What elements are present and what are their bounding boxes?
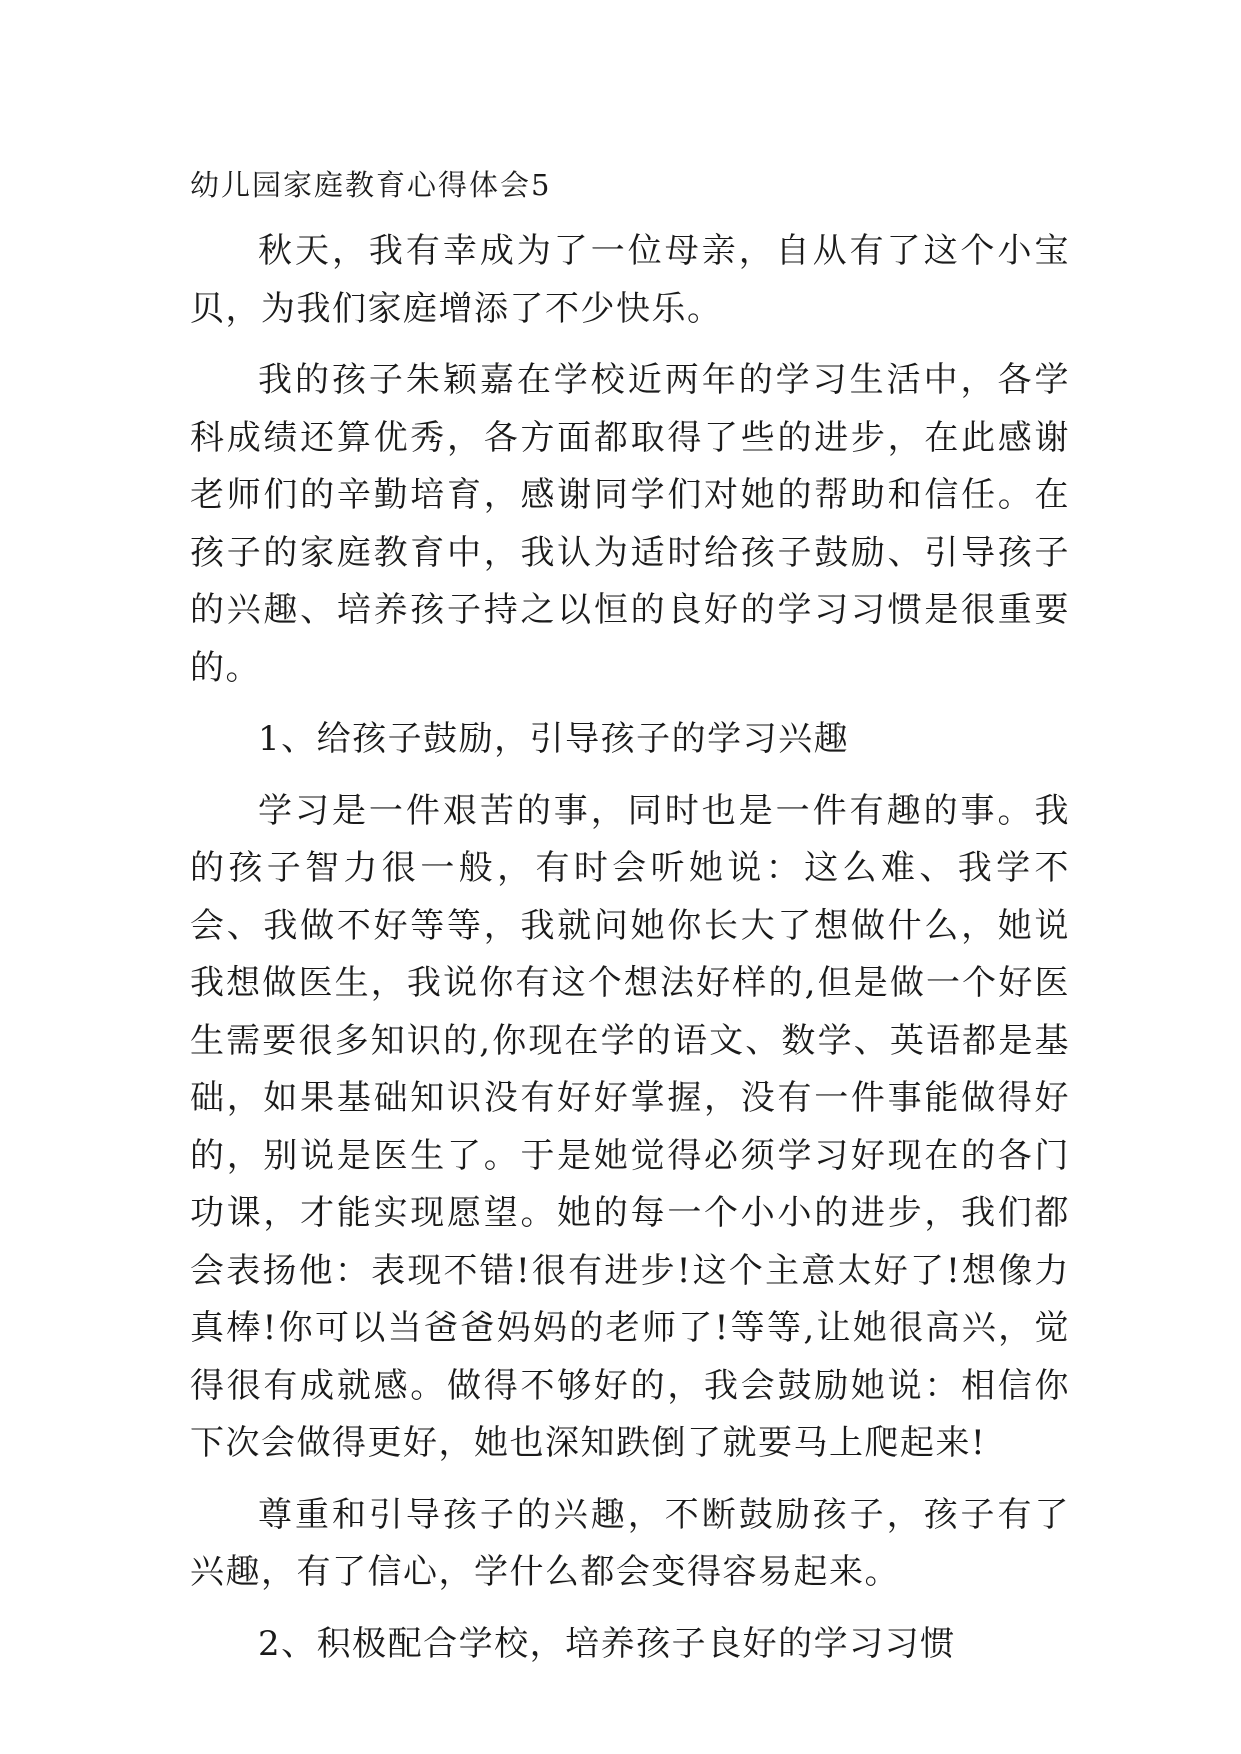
section-heading-2: 2、积极配合学校，培养孩子良好的学习习惯 [258, 1623, 956, 1664]
paragraph-encouragement: 学习是一件艰苦的事，同时也是一件有趣的事。我的孩子智力很一般，有时会听她说：这么难、我学不会、我做不好等等，我就问她你长大了想做什么，她说我想做医生，我说你有这个想法好样的,但是做一个好医生需要很多知识的,你现在学的语文、数学、英语都是基础，如果基础知识没有好好掌握，没有一件事能做得好的，别说是医生了。于是她觉得必须学习好现在的各门功课，才能实现愿望。她的每一个小小的进步，我们都会表扬他：表现不错!很有进步!这个主意太好了!想像力真棒!你可以当爸爸妈妈的老师了!等等,让她很高兴，觉得很有成就感。做得不够好的，我会鼓励她说：相信你下次会做得更好，她也深知跌倒了就要马上爬起来! [190, 790, 1070, 1463]
paragraph-intro: 秋天，我有幸成为了一位母亲，自从有了这个小宝贝，为我们家庭增添了不少快乐。 [190, 231, 1070, 329]
section-heading-1: 1、给孩子鼓励，引导孩子的学习兴趣 [258, 719, 850, 759]
paragraph-interest: 尊重和引导孩子的兴趣，不断鼓励孩子，孩子有了兴趣，有了信心，学什么都会变得容易起来。 [190, 1494, 1070, 1592]
document-title: 幼儿园家庭教育心得体会5 [190, 168, 552, 202]
document-body [190, 163, 1070, 1673]
paragraph-overview: 我的孩子朱颖嘉在学校近两年的学习生活中，各学科成绩还算优秀，各方面都取得了些的进步，在此感谢老师们的辛勤培育，感谢同学们对她的帮助和信任。在孩子的家庭教育中，我认为适时给孩子鼓励、引导孩子的兴趣、培养孩子持之以恒的良好的学习习惯是很重要的。 [190, 360, 1070, 688]
